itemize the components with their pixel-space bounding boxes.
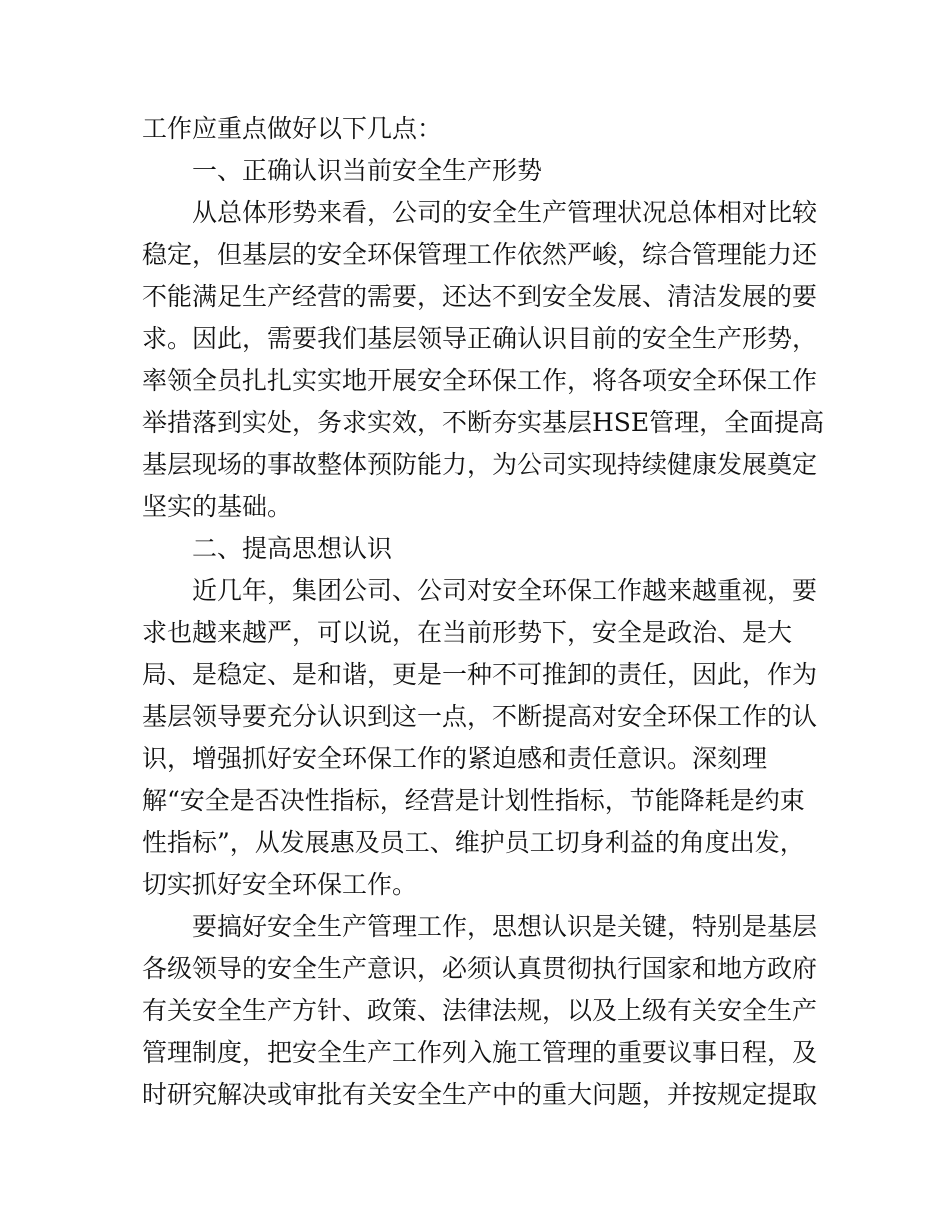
text-line: 识，增强抓好安全环保工作的紧迫感和责任意识。深刻理: [142, 744, 768, 773]
text-line: 从总体形势来看，公司的安全生产管理状况总体相对比较: [192, 198, 818, 227]
text-line: 近几年，集团公司、公司对安全环保工作越来越重视，要: [192, 576, 818, 605]
text-line: 基层领导要充分认识到这一点，不断提高对安全环保工作的认: [142, 702, 818, 731]
text-line: 坚实的基础。: [142, 492, 293, 521]
text-line: 各级领导的安全生产意识，必须认真贯彻执行国家和地方政府: [142, 954, 818, 983]
text-line: 局、是稳定、是和谐，更是一种不可推卸的责任，因此，作为: [142, 660, 818, 689]
text-line: 求也越来越严，可以说，在当前形势下，安全是政治、是大: [142, 618, 793, 647]
text-line: 要搞好安全生产管理工作，思想认识是关键，特别是基层: [192, 912, 818, 941]
text-line: 工作应重点做好以下几点：: [142, 114, 443, 143]
text-line: 性指标”，从发展惠及员工、维护员工切身利益的角度出发，: [142, 828, 805, 857]
text-line: 管理制度，把安全生产工作列入施工管理的重要议事日程，及: [142, 1038, 818, 1067]
section-heading-1: 一、正确认识当前安全生产形势: [192, 156, 543, 185]
section-heading-2: 二、提高思想认识: [192, 534, 393, 563]
document-body: [142, 108, 825, 1116]
text-line: 求。因此，需要我们基层领导正确认识目前的安全生产形势，: [142, 324, 818, 353]
text-line: 稳定，但基层的安全环保管理工作依然严峻，综合管理能力还: [142, 240, 818, 269]
text-line: 率领全员扎扎实实地开展安全环保工作，将各项安全环保工作: [142, 366, 818, 395]
text-line: 不能满足生产经营的需要，还达不到安全发展、清洁发展的要: [142, 282, 818, 311]
text-line: 解“安全是否决性指标，经营是计划性指标，节能降耗是约束: [142, 786, 805, 815]
text-line: 基层现场的事故整体预防能力，为公司实现持续健康发展奠定: [142, 450, 818, 479]
text-line: 举措落到实处，务求实效，不断夯实基层HSE管理，全面提高: [142, 408, 825, 437]
text-line: 切实抓好安全环保工作。: [142, 870, 418, 899]
text-line: 有关安全生产方针、政策、法律法规，以及上级有关安全生产: [142, 996, 818, 1025]
text-line: 时研究解决或审批有关安全生产中的重大问题，并按规定提取: [142, 1080, 818, 1109]
